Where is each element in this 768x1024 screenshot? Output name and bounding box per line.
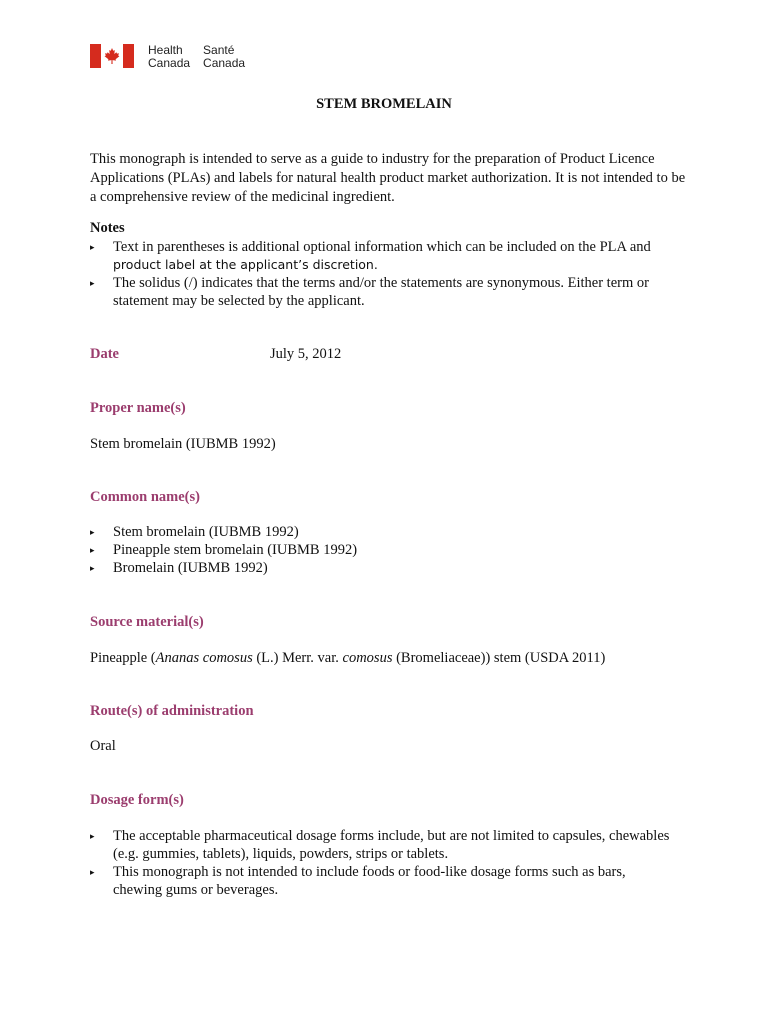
bullet-icon: ▸ — [90, 867, 95, 877]
dosage-text: The acceptable pharmaceutical dosage forms include, but are not limited to capsules, chewables (e.g. gummies, tablets), liquids, powders, strips or tablets. — [113, 828, 670, 862]
bullet-icon: ▸ — [90, 831, 95, 841]
list-item — [90, 274, 690, 310]
list-item — [90, 238, 690, 274]
wordmark-health: Health — [148, 43, 183, 57]
list-item — [90, 559, 690, 577]
common-names-list — [90, 523, 690, 577]
source-material-heading: Source material(s) — [90, 614, 204, 630]
notes-list — [90, 238, 690, 310]
wordmark-sante: Santé — [203, 43, 235, 57]
dosage-text: This monograph is not intended to include foods or food-like dosage forms such as bars, chewing gums or beverages. — [113, 864, 626, 898]
common-names-heading: Common name(s) — [90, 489, 200, 505]
route-heading: Route(s) of administration — [90, 703, 254, 719]
list-item — [90, 827, 670, 863]
bullet-icon: ▸ — [90, 545, 95, 555]
bullet-icon: ▸ — [90, 242, 95, 252]
note-text: The solidus (/) indicates that the terms and/or the statements are synonymous. Either term or statement may be selected by the applicant. — [113, 275, 649, 309]
note-text: Text in parentheses is additional optional information which can be included on the PLA and — [113, 239, 651, 255]
source-text: Pineapple ( — [90, 650, 156, 666]
source-text: (L.) Merr. var. — [252, 650, 343, 666]
source-material-value — [90, 650, 605, 667]
list-item — [90, 863, 670, 899]
species-name: Ananas comosus — [155, 650, 253, 666]
wordmark — [148, 44, 245, 69]
proper-names-heading: Proper name(s) — [90, 400, 186, 416]
list-item — [90, 541, 690, 559]
bullet-icon: ▸ — [90, 563, 95, 573]
canada-flag-icon — [90, 44, 134, 68]
note-text-continued: product label at the applicant’s discretion. — [113, 257, 378, 272]
date-value: July 5, 2012 — [270, 346, 342, 362]
common-name: Stem bromelain (IUBMB 1992) — [113, 524, 299, 540]
proper-name-value: Stem bromelain (IUBMB 1992) — [90, 436, 276, 452]
source-text: (Bromeliaceae)) stem (USDA 2011) — [392, 650, 606, 666]
date-label: Date — [90, 346, 119, 362]
bullet-icon: ▸ — [90, 527, 95, 537]
page-title: STEM BROMELAIN — [316, 96, 452, 112]
route-value: Oral — [90, 738, 116, 754]
bullet-icon: ▸ — [90, 278, 95, 288]
wordmark-canada-fr: Canada — [203, 55, 246, 70]
common-name: Bromelain (IUBMB 1992) — [113, 560, 268, 576]
common-name: Pineapple stem bromelain (IUBMB 1992) — [113, 542, 358, 558]
dosage-forms-list — [90, 827, 670, 899]
wordmark-canada-en: Canada — [148, 55, 191, 70]
health-canada-logo — [90, 44, 245, 70]
intro-paragraph: This monograph is intended to serve as a guide to industry for the preparation of Product Licence Applications (PLAs) and labels for natural health product market authorization. It is not intended to be a comprehensive review of the medicinal ingredient. — [90, 151, 686, 205]
notes-heading: Notes — [90, 220, 125, 236]
variety-name: comosus — [342, 650, 393, 666]
dosage-forms-heading: Dosage form(s) — [90, 792, 184, 808]
list-item — [90, 523, 690, 541]
